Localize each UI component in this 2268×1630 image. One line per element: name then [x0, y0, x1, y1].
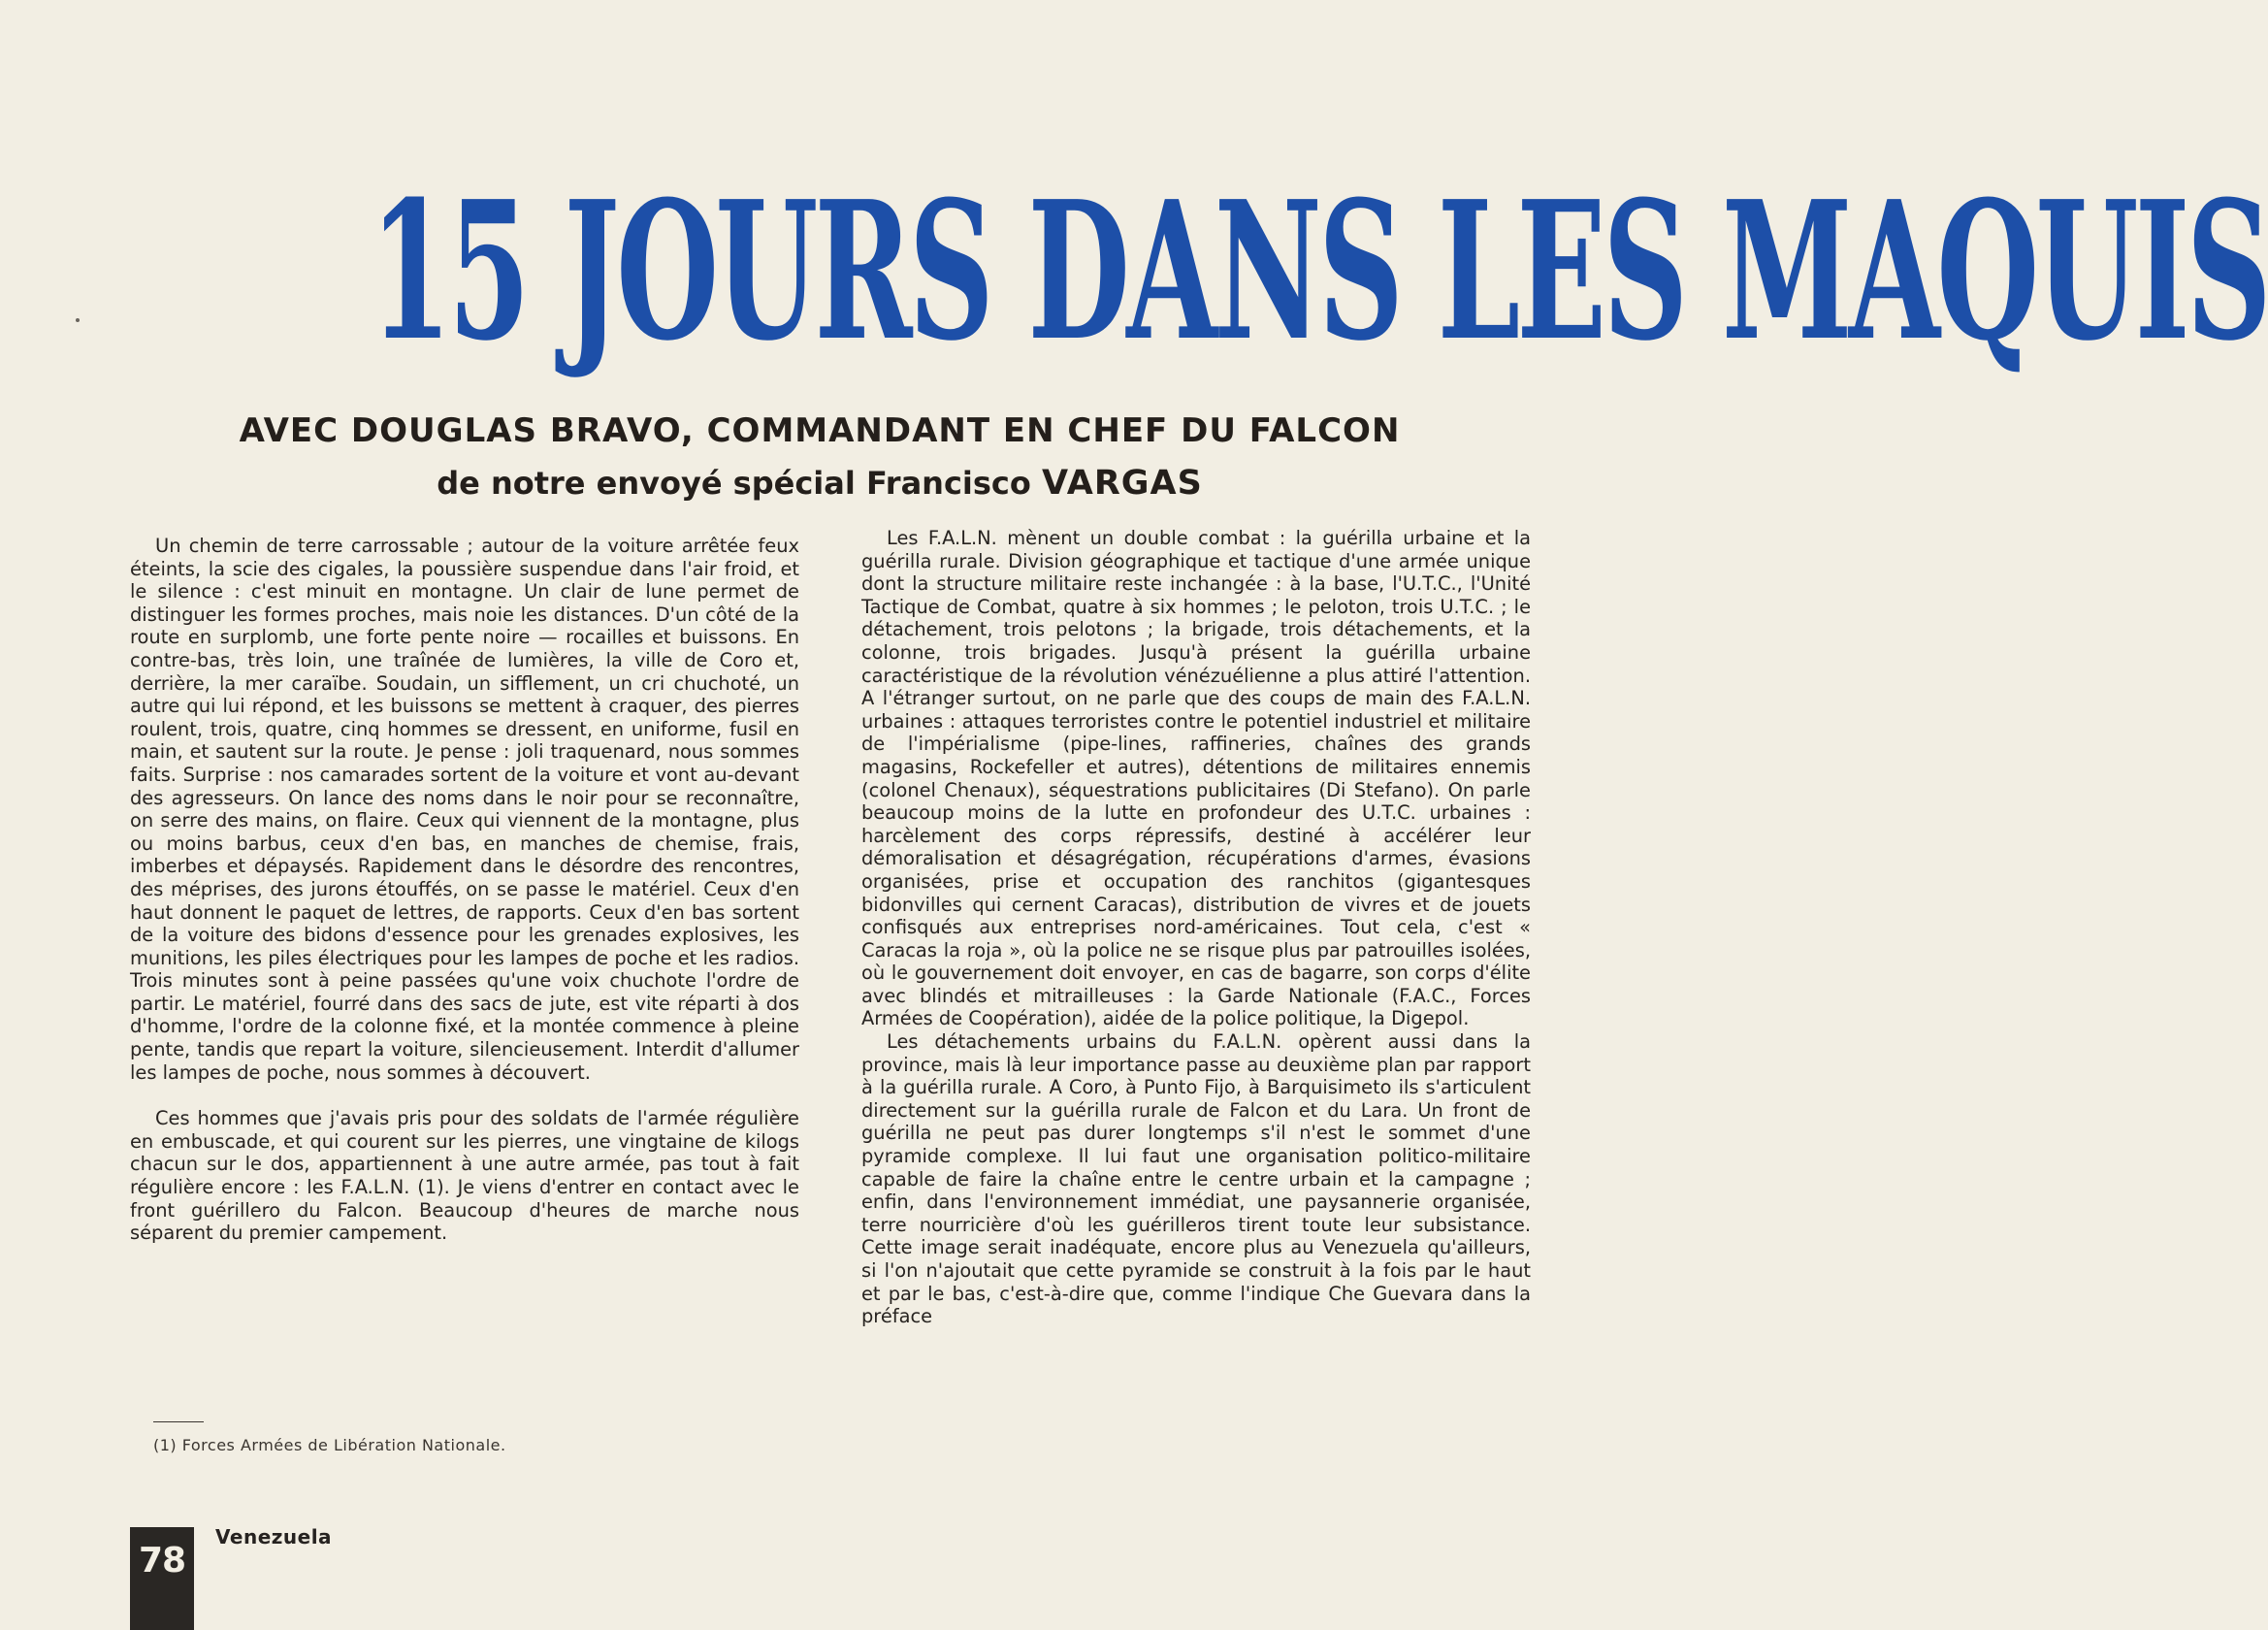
- subtitle: AVEC DOUGLAS BRAVO, COMMANDANT EN CHEF DU FALCON: [239, 411, 1401, 450]
- right-column: [861, 527, 1531, 1328]
- page-number: 78: [130, 1527, 194, 1630]
- paragraph: Les F.A.L.N. mènent un double combat : la guérilla urbaine et la guérilla rurale. Division géographique et tactique d'une armée unique dont la structure militaire reste inchangée : à la base, l'U.T.C., l'Unité Tactique de Combat, quatre à six hommes ; le peloton, trois U.T.C. ; le détachement, trois pelotons ; la brigade, trois détachements, et la colonne, trois brigades. Jusqu'à présent la guérilla urbaine caractéristique de la révolution vénézuélienne a plus attiré l'attention. A l'étranger surtout, on ne parle que des coups de main des F.A.L.N. urbaines : attaques terroristes contre le potentiel industriel et militaire de l'impérialisme (pipe-lines, raffineries, chaînes des grands magasins, Rockefeller et autres), détentions de militaires ennemis (colonel Chenaux), séquestrations publicitaires (Di Stefano). On parle beaucoup moins de la lutte en profondeur des U.T.C. urbaines : harcèlement des corps répressifs, destiné à accélérer leur démoralisation et désagrégation, récupérations d'armes, évasions organisées, prise et occupation des ranchitos (gigantesques bidonvilles qui cernent Caracas), distribution de vivres et de jouets confisqués aux entreprises nord-américaines. Tout cela, c'est « Caracas la roja », où la police ne se risque plus par patrouilles isolées, où le gouvernement doit envoyer, en cas de bagarre, son corps d'élite avec blindés et mitrailleuses : la Garde Nationale (F.A.C., Forces Armées de Coopération), aidée de la police politique, la Digepol.: [861, 527, 1531, 1030]
- left-column: [130, 535, 799, 1245]
- section-label: Venezuela: [215, 1525, 333, 1548]
- print-speck: [76, 318, 80, 322]
- byline-author-surname: VARGAS: [1042, 464, 1203, 503]
- paragraph: Les détachements urbains du F.A.L.N. opèrent aussi dans la province, mais là leur importance passe au deuxième plan par rapport à la guérilla rurale. A Coro, à Punto Fijo, à Barquisimeto ils s'articulent directement sur la guérilla rurale de Falcon et du Lara. Un front de guérilla ne peut pas durer longtemps s'il n'est le sommet d'une pyramide complexe. Il lui faut une organisation politico-militaire capable de faire la chaîne entre le centre urbain et la campagne ; enfin, dans l'environnement immédiat, une paysannerie organisée, terre nourricière d'où les guérilleros tirent toute leur subsistance. Cette image serait inadéquate, encore plus au Venezuela qu'ailleurs, si l'on n'ajoutait que cette pyramide se construit à la fois par le haut et par le bas, c'est-à-dire que, comme l'indique Che Guevara dans la préface: [861, 1030, 1531, 1328]
- paragraph: Un chemin de terre carrossable ; autour de la voiture arrêtée feux éteints, la scie des cigales, la poussière suspendue dans l'air froid, et le silence : c'est minuit en montagne. Un clair de lune permet de distinguer les formes proches, mais noie les distances. D'un côté de la route en surplomb, une forte pente noire — rocailles et buissons. En contre-bas, très loin, une traînée de lumières, la ville de Coro et, derrière, la mer caraïbe. Soudain, un sifflement, un cri chuchoté, un autre qui lui répond, et les buissons se mettent à craquer, des pierres roulent, trois, quatre, cinq hommes se dressent, en uniforme, fusil en main, et sautent sur la route. Je pense : joli traquenard, nous sommes faits. Surprise : nos camarades sortent de la voiture et vont au-devant des agresseurs. On lance des noms dans le noir pour se reconnaître, on serre des mains, on flaire. Ceux qui viennent de la montagne, plus ou moins barbus, ceux d'en bas, en manches de chemise, frais, imberbes et dépaysés. Rapidement dans le désordre des rencontres, des méprises, des jurons étouffés, on se passe le matériel. Ceux d'en haut donnent le paquet de lettres, de rapports. Ceux d'en bas sortent de la voiture des bidons d'essence pour les grenades explosives, les munitions, les piles électriques pour les lampes de poche et les radios. Trois minutes sont à peine passées qu'une voix chuchote l'ordre de partir. Le matériel, fourré dans des sacs de jute, est vite réparti à dos d'homme, l'ordre de la colonne fixé, et la montée commence à pleine pente, tandis que repart la voiture, silencieusement. Interdit d'allumer les lampes de poche, nous sommes à découvert.: [130, 535, 799, 1084]
- headline: 15 JOURS DANS LES MAQUIS: [370, 160, 2268, 383]
- byline-prefix: de notre envoyé spécial Francisco: [437, 465, 1043, 502]
- footnote-rule: [153, 1421, 204, 1422]
- footnote: (1) Forces Armées de Libération Nationale.: [153, 1436, 506, 1454]
- paragraph: Ces hommes que j'avais pris pour des soldats de l'armée régulière en embuscade, et qui courent sur les pierres, une vingtaine de kilogs chacun sur le dos, appartiennent à une autre armée, pas tout à fait régulière encore : les F.A.L.N. (1). Je viens d'entrer en contact avec le front guérillero du Falcon. Beaucoup d'heures de marche nous séparent du premier campement.: [130, 1107, 799, 1245]
- byline: [175, 464, 1465, 503]
